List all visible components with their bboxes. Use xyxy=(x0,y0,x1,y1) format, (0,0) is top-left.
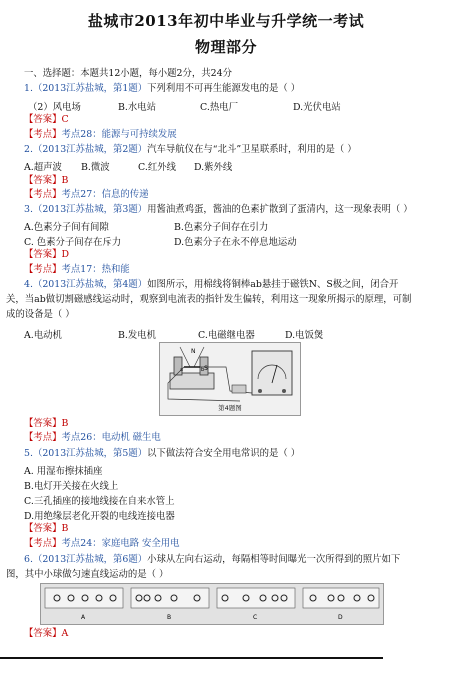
answer-label: 【答案】 xyxy=(24,114,62,125)
question-text: 以下做法符合安全用电常识的是（ ） xyxy=(147,448,301,459)
answer-label: 【答案】 xyxy=(24,628,62,639)
option-c: C. 色素分子间存在斥力 xyxy=(24,237,122,248)
option-d: D.色素分子在永不停息地运动 xyxy=(174,237,297,248)
option-b: B.色素分子间存在引力 xyxy=(174,222,269,233)
label-a: A xyxy=(81,614,86,621)
question-6-line-2: 图，其中小球做匀速直线运动的是（ ） xyxy=(6,569,169,580)
answer-value: B xyxy=(61,418,69,429)
key-point-5 xyxy=(24,538,430,549)
option-d: D.电饭煲 xyxy=(285,330,324,341)
answer-4 xyxy=(24,418,430,429)
option-a: A.超声波 xyxy=(24,162,62,173)
key-point-1 xyxy=(24,129,430,140)
answer-label: 【答案】 xyxy=(24,249,62,260)
answer-2 xyxy=(24,175,430,186)
photo-d xyxy=(303,588,379,621)
photo-a xyxy=(45,588,123,621)
figure-q4 xyxy=(159,342,301,416)
page-subtitle: 物理部分 xyxy=(194,38,257,56)
option-c: C.红外线 xyxy=(138,162,176,173)
option-d: D.用绝缘层老化开裂的电线连接电器 xyxy=(24,511,175,522)
option-a: A. 用湿布擦抹插座 xyxy=(24,466,103,477)
option-d: D.紫外线 xyxy=(194,162,233,173)
question-4-line-3: 成的设备是（ ） xyxy=(6,309,75,320)
key-point-label: 【考点】 xyxy=(24,264,62,275)
ball-motion-photos xyxy=(41,584,383,624)
question-number: 2. xyxy=(24,144,33,155)
key-point-label: 【考点】 xyxy=(24,538,62,549)
question-2 xyxy=(24,144,430,155)
option-b: B.发电机 xyxy=(118,330,156,341)
question-source: （2013江苏盐城，第1题） xyxy=(32,83,148,94)
option-c: C.热电厂 xyxy=(200,102,238,113)
question-source: （2013江苏盐城，第5题） xyxy=(32,448,148,459)
key-point-value: 考点27：信息的传递 xyxy=(61,189,149,200)
key-point-4 xyxy=(24,432,430,443)
pole-n-label: N xyxy=(191,348,196,355)
option-b: B.微波 xyxy=(81,162,110,173)
figure-caption: 第4题图 xyxy=(218,404,242,412)
question-text: 汽车导航仪在与“北斗”卫星联系时，利用的是（ ） xyxy=(147,144,357,155)
question-1 xyxy=(24,83,430,94)
option-c: C.电磁继电器 xyxy=(198,330,255,341)
option-b: B.水电站 xyxy=(118,102,156,113)
key-point-label: 【考点】 xyxy=(24,432,62,443)
rod-a-label: a xyxy=(180,367,184,373)
key-point-label: 【考点】 xyxy=(24,129,62,140)
answer-value: D xyxy=(61,249,70,260)
key-point-value: 考点24：家庭电路 安全用电 xyxy=(61,538,180,549)
key-point-value: 考点17：热和能 xyxy=(61,264,130,275)
option-a: （2）风电场 xyxy=(28,102,81,113)
question-text: 如图所示，用棉线将铜棒ab悬挂于磁铁N、S极之间，闭合开 xyxy=(147,279,399,290)
key-point-3 xyxy=(24,264,430,275)
answer-label: 【答案】 xyxy=(24,523,62,534)
question-text: 用酱油煮鸡蛋，酱油的色素扩散到了蛋清内，这一现象表明（ ） xyxy=(147,204,413,215)
question-text: 下列利用不可再生能源发电的是（ ） xyxy=(147,83,301,94)
option-b: B.电灯开关接在火线上 xyxy=(24,481,119,492)
question-4 xyxy=(24,279,430,290)
question-source: （2013江苏盐城，第2题） xyxy=(32,144,148,155)
answer-6 xyxy=(24,628,430,639)
terminal-right xyxy=(282,389,286,393)
figure-q6 xyxy=(40,583,384,625)
answer-value: C xyxy=(61,114,69,125)
label-b: B xyxy=(167,614,172,621)
answer-value: B xyxy=(61,523,69,534)
switch xyxy=(232,385,246,393)
answer-value: B xyxy=(61,175,69,186)
question-6 xyxy=(24,554,430,565)
label-d: D xyxy=(338,614,343,621)
answer-label: 【答案】 xyxy=(24,418,62,429)
question-source: （2013江苏盐城，第6题） xyxy=(32,554,148,565)
key-point-value: 考点26：电动机 磁生电 xyxy=(61,432,161,443)
question-number: 6. xyxy=(24,554,33,565)
option-d: D.光伏电站 xyxy=(293,102,341,113)
terminal-left xyxy=(258,389,262,393)
question-4-line-2: 关，当ab做切割磁感线运动时，观察到电流表的指针发生偏转，利用这一现象所揭示的原理，可制 xyxy=(6,294,412,305)
ammeter-body xyxy=(252,351,292,395)
option-a: A.电动机 xyxy=(24,330,62,341)
key-point-2 xyxy=(24,189,430,200)
question-number: 5. xyxy=(24,448,33,459)
question-text: 小球从左向右运动，每隔相等时间曝光一次所得到的照片如下 xyxy=(147,554,401,565)
answer-5 xyxy=(24,523,430,534)
option-a: A.色素分子间有间隙 xyxy=(24,222,109,233)
key-point-value: 考点28：能源与可持续发展 xyxy=(61,129,177,140)
answer-value: A xyxy=(61,628,69,639)
page-title: 盐城市2013年初中毕业与升学统一考试 xyxy=(87,12,365,30)
photo-c xyxy=(217,588,295,621)
question-3 xyxy=(24,204,430,215)
question-number: 3. xyxy=(24,204,33,215)
question-number: 1. xyxy=(24,83,33,94)
question-5 xyxy=(24,448,430,459)
label-c: C xyxy=(253,614,258,621)
pole-s-label: S xyxy=(204,365,208,372)
question-source: （2013江苏盐城，第3题） xyxy=(32,204,148,215)
rod-b-label: b xyxy=(201,367,205,373)
question-number: 4. xyxy=(24,279,33,290)
answer-3 xyxy=(24,249,430,260)
option-c: C.三孔插座的接地线接在自来水管上 xyxy=(24,496,175,507)
answer-1 xyxy=(24,114,430,125)
footer-rule xyxy=(0,657,383,659)
key-point-label: 【考点】 xyxy=(24,189,62,200)
question-source: （2013江苏盐城，第4题） xyxy=(32,279,148,290)
answer-label: 【答案】 xyxy=(24,175,62,186)
photo-b xyxy=(131,588,209,621)
section-label: 一、选择题：本题共12小题，每小题2分，共24分 xyxy=(24,68,232,79)
